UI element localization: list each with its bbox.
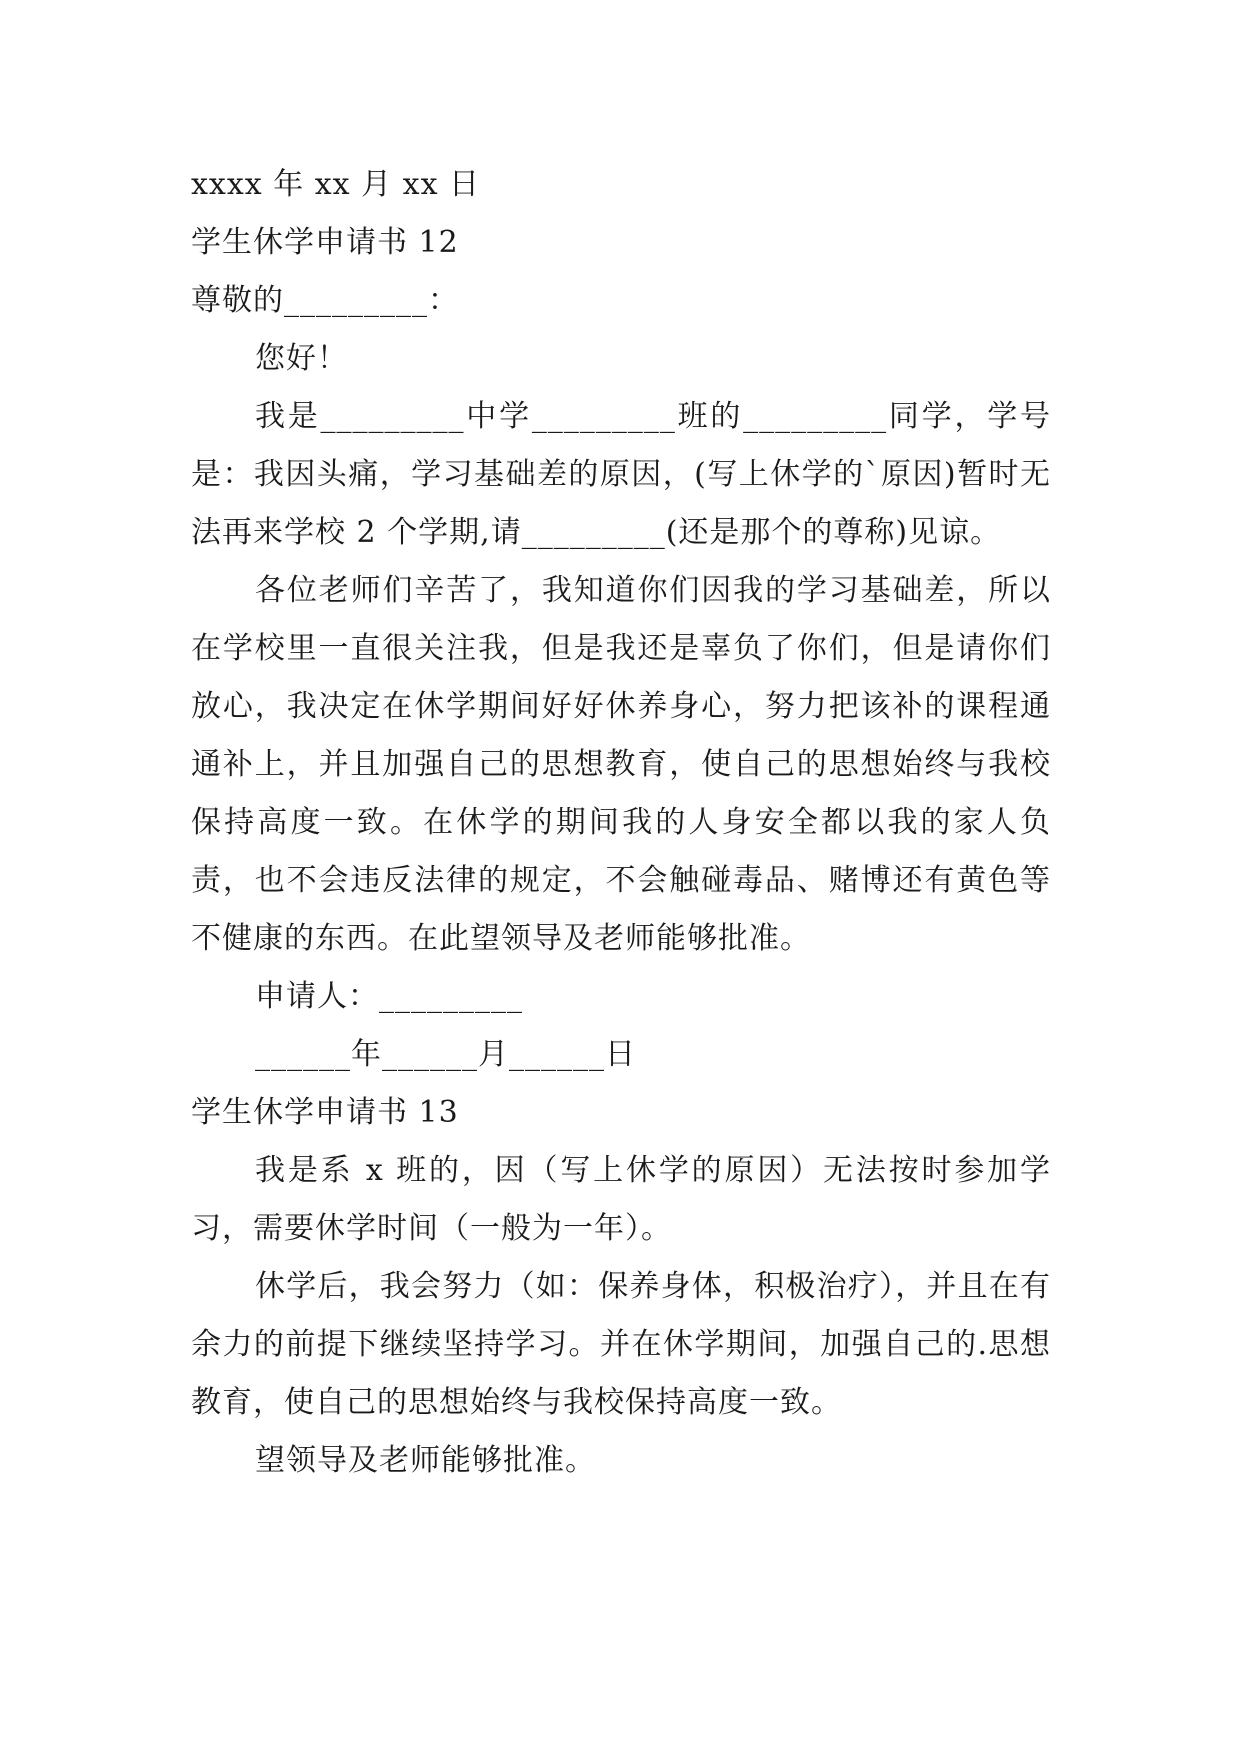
paragraph-promise: 各位老师们辛苦了，我知道你们因我的学习基础差，所以在学校里一直很关注我，但是我还是辜负了你们，但是请你们放心，我决定在休学期间好好休养身心，努力把该补的课程通通补上，并且加强自己的思想教育，使自己的思想始终与我校保持高度一致。在休学的期间我的人身安全都以我的家人负责，也不会违反法律的规定，不会触碰毒品、赌博还有黄色等不健康的东西。在此望领导及老师能够批准。 [191,573,1051,956]
paragraph-request: 望领导及老师能够批准。 [255,1443,596,1478]
section-title-13: 学生休学申请书 13 [191,1095,459,1130]
paragraph-plan: 休学后，我会努力（如：保养身体，积极治疗），并且在有余力的前提下继续坚持学习。并在休学期间，加强自己的.思想教育，使自己的思想始终与我校保持高度一致。 [191,1269,1051,1420]
paragraph-intro: 我是_________中学_________班的_________同学，学号是：我因头痛，学习基础差的原因，(写上休学的`原因)暂时无法再来学校 2 个学期,请_________(还是那个的尊称)见谅。 [191,399,1051,550]
greeting: 您好！ [255,341,348,376]
applicant-line: 申请人：_________ [255,979,523,1014]
salutation: 尊敬的_________： [191,283,459,318]
date-line: xxxx 年 xx 月 xx 日 [191,167,481,202]
document-body [191,156,1051,1490]
paragraph-reason: 我是系 x 班的，因（写上休学的原因）无法按时参加学习，需要休学时间（一般为一年）。 [191,1153,1051,1246]
section-title-12: 学生休学申请书 12 [191,225,459,260]
date-blank-line: ______年______月______日 [255,1037,636,1072]
